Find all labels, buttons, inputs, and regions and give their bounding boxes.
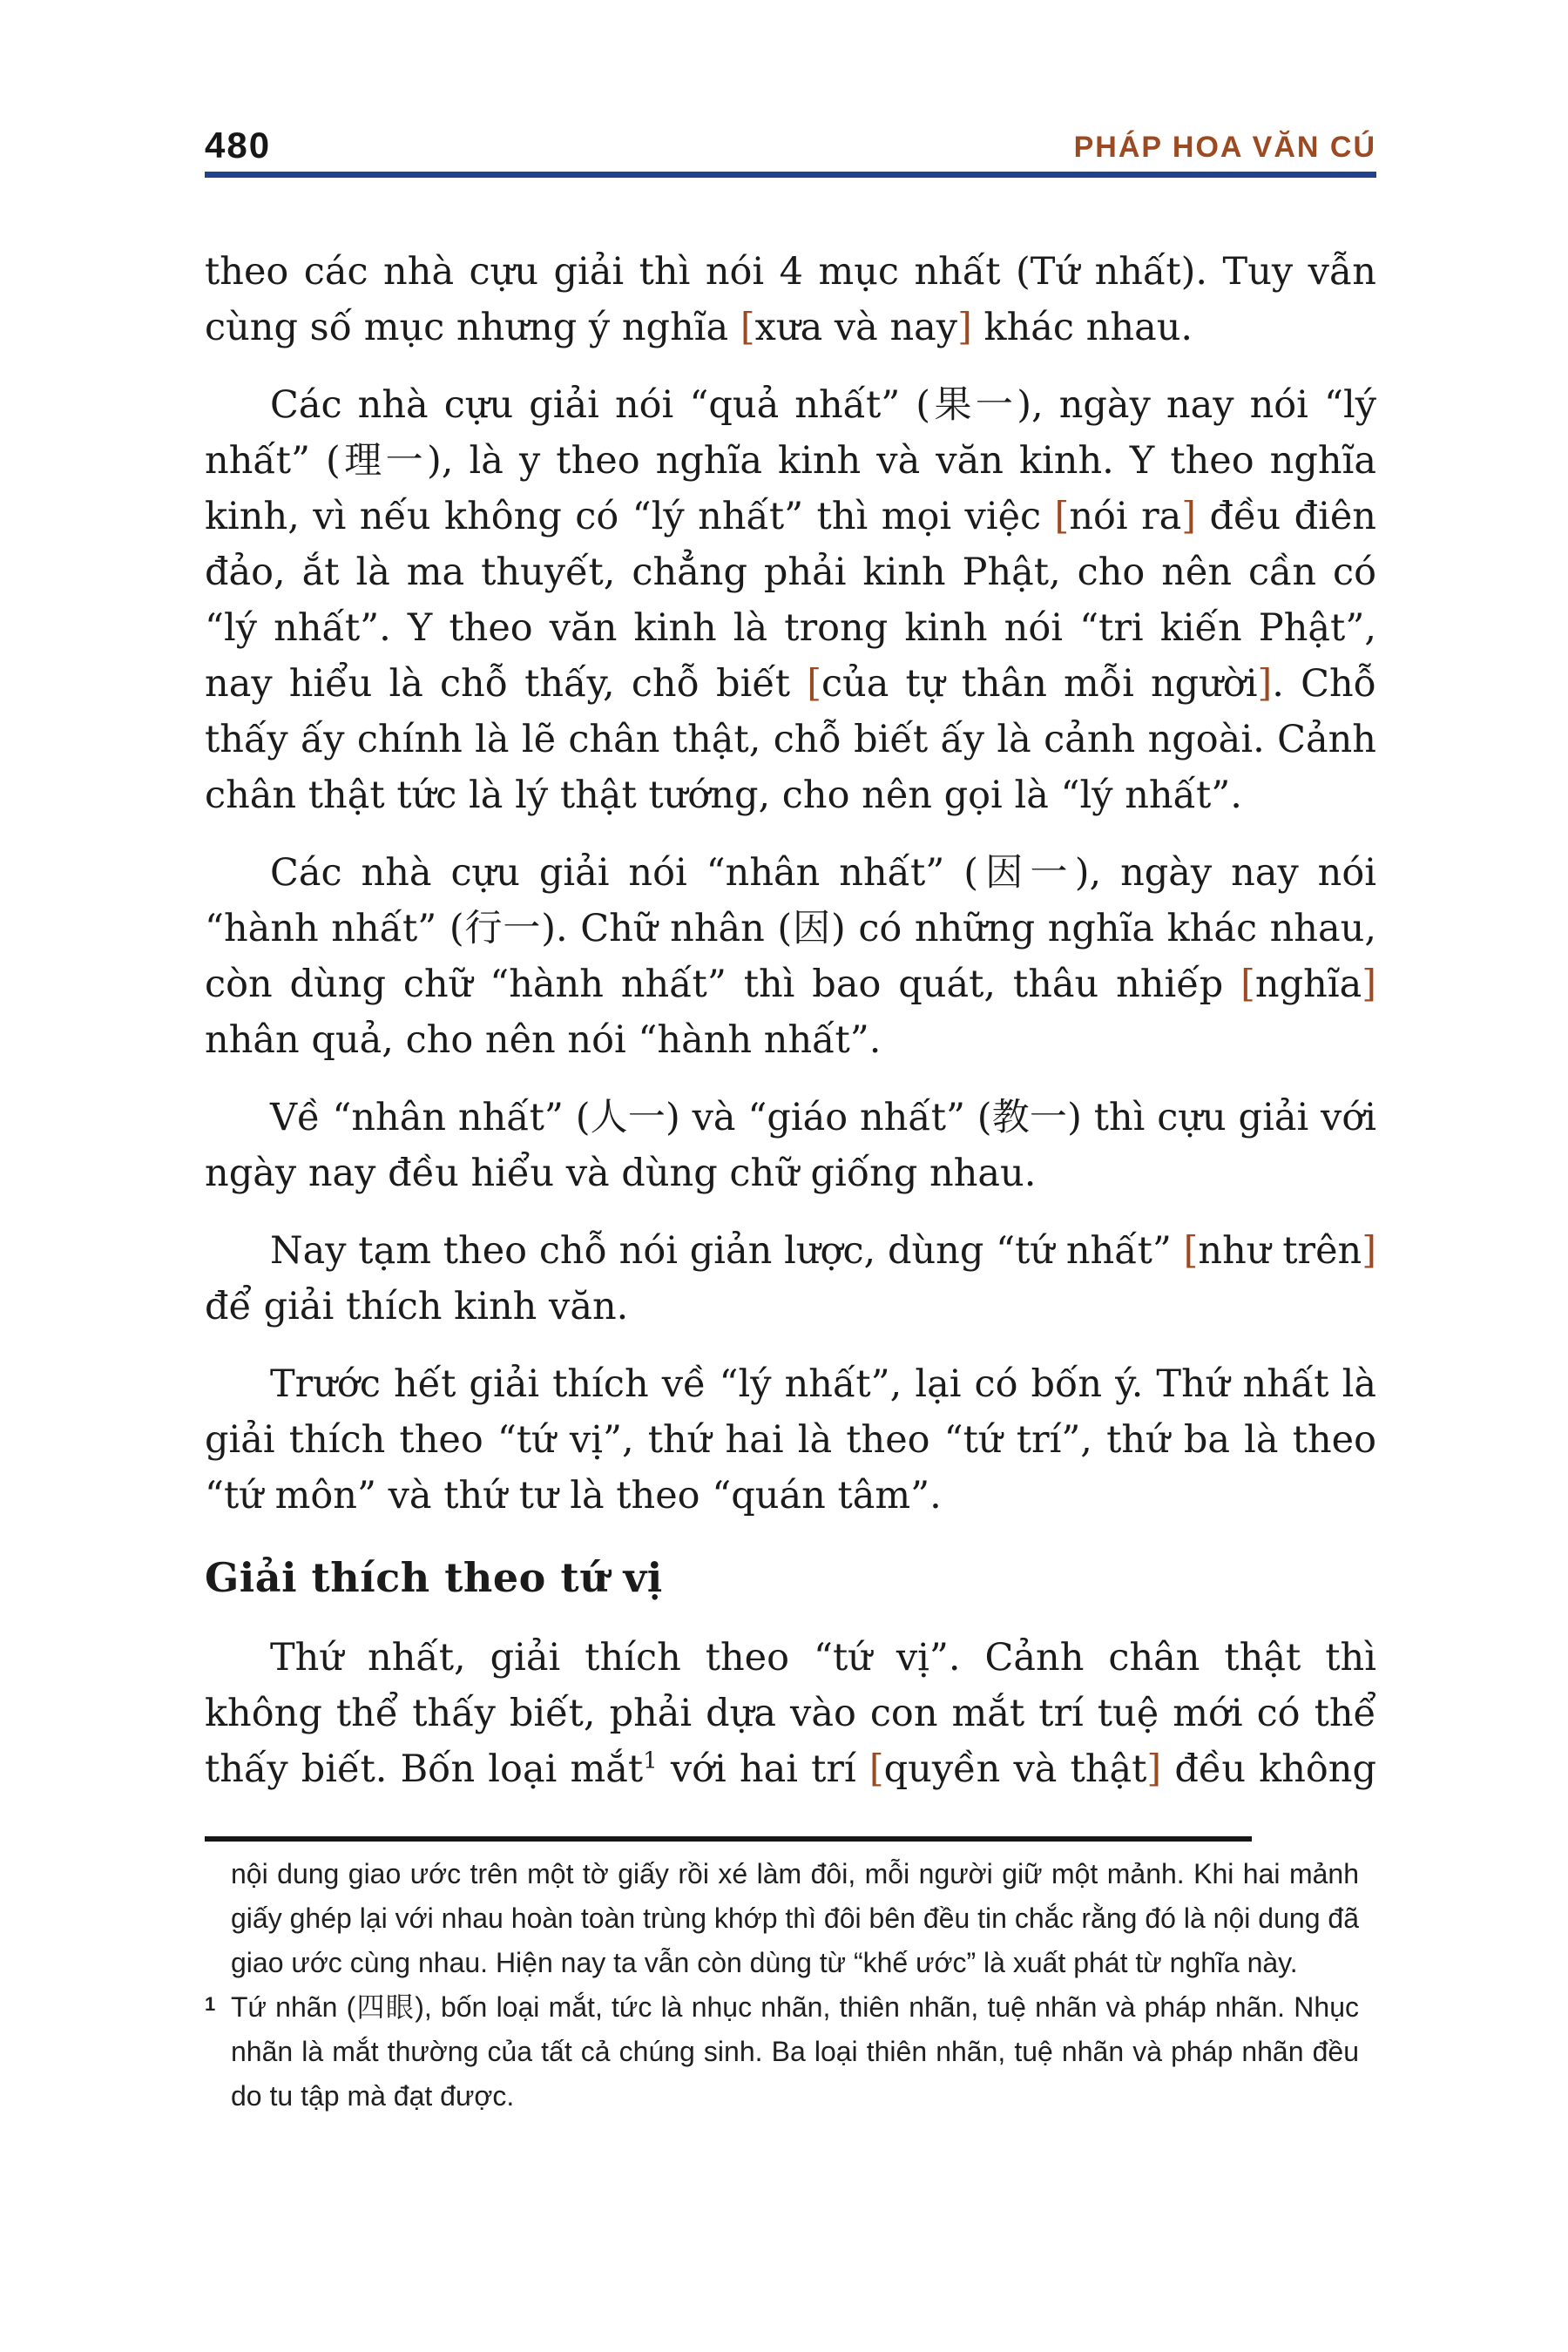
editorial-bracket: [ — [1054, 495, 1070, 538]
editorial-bracket: ] — [1257, 662, 1273, 706]
text-segment: khác nhau. — [971, 306, 1193, 349]
editorial-bracket: [ — [807, 662, 821, 706]
text-segment: như trên — [1198, 1229, 1362, 1273]
paragraph — [205, 377, 1376, 823]
editorial-bracket: [ — [1240, 963, 1255, 1006]
text-segment: Các nhà cựu giải nói “quả nhất” (果一), ngày nay nói “lý nhất” (理一), là y theo nghĩa kinh và văn kinh. Y theo nghĩa kinh, vì nếu không có “lý nhất” thì mọi việc — [205, 383, 1376, 538]
footnote-text: Tứ nhãn (四眼), bốn loại mắt, tức là nhục nhãn, thiên nhãn, tuệ nhãn và pháp nhãn. Nhục nhãn là mắt thường của tất cả chúng sinh. Ba loại thiên nhãn, tuệ nhãn và pháp nhãn đều do tu tập mà đạt được. — [231, 1991, 1359, 2112]
editorial-bracket: [ — [740, 306, 755, 349]
editorial-bracket: [ — [1183, 1229, 1199, 1273]
text-segment: . Chỗ thấy ấy chính là lẽ chân thật, chỗ biết ấy là cảnh ngoài. Cảnh chân thật tức là lý thật tướng, cho nên gọi là “lý nhất”. — [205, 662, 1376, 817]
footnote-continuation: nội dung giao ước trên một tờ giấy rồi xé làm đôi, mỗi người giữ một mảnh. Khi hai mảnh giấy ghép lại với nhau hoàn toàn trùng khớp thì đôi bên đều tin chắc rằng đó là nội dung đã giao ước cùng nhau. Hiện nay ta vẫn còn dùng từ “khế ước” là xuất phát từ nghĩa này. — [231, 1858, 1359, 1978]
text-segment: để giải thích kinh văn. — [205, 1285, 629, 1328]
footnote-marker: 1 — [205, 1993, 216, 2015]
body-text — [205, 244, 1376, 1819]
text-segment: nói ra — [1069, 495, 1182, 538]
footnote-item — [205, 1985, 1359, 2119]
text-segment: của tự thân mỗi người — [821, 662, 1258, 706]
footnotes — [205, 1852, 1359, 2119]
text-segment: Về “nhân nhất” (人一) và “giáo nhất” (教一) thì cựu giải với ngày nay đều hiểu và dùng chữ giống nhau. — [205, 1096, 1376, 1195]
paragraph — [205, 845, 1376, 1068]
text-segment: Trước hết giải thích về “lý nhất”, lại có bốn ý. Thứ nhất là giải thích theo “tứ vị”, thứ hai là theo “tứ trí”, thứ ba là theo “tứ môn” và thứ tư là theo “quán tâm”. — [205, 1362, 1376, 1517]
text-segment: quyền và thật — [883, 1747, 1147, 1791]
paragraph — [205, 1090, 1376, 1201]
text-segment: nghĩa — [1254, 963, 1362, 1006]
editorial-bracket: ] — [1181, 495, 1197, 538]
footnote-divider — [205, 1836, 1252, 1842]
paragraph — [205, 244, 1376, 355]
paragraph — [205, 1223, 1376, 1335]
text-segment: nhân quả, cho nên nói “hành nhất”. — [205, 1018, 882, 1062]
section-heading: Giải thích theo tứ vị — [205, 1554, 663, 1601]
paragraph — [205, 1630, 1376, 1797]
editorial-bracket: [ — [868, 1747, 884, 1791]
footnote-reference: 1 — [643, 1747, 658, 1774]
text-segment: theo các nhà cựu giải thì nói 4 mục nhất (Tứ nhất). Tuy vẫn cùng số mục nhưng ý nghĩa — [205, 250, 1376, 349]
editorial-bracket: ] — [1362, 1229, 1377, 1273]
text-segment: đều điên đảo, ắt là ma thuyết, chẳng phải kinh Phật, cho nên cần có “lý nhất”. Y theo văn kinh là trong kinh nói “tri kiến Phật”, nay hiểu là chỗ thấy, chỗ biết — [205, 495, 1376, 706]
text-segment: xưa và nay — [754, 306, 958, 349]
page-number: 480 — [205, 125, 272, 166]
editorial-bracket: ] — [1362, 963, 1376, 1006]
header-rule — [205, 172, 1376, 178]
running-header-title: PHÁP HOA VĂN CÚ — [1073, 131, 1376, 164]
text-segment: Thứ nhất, giải thích theo “tứ vị”. Cảnh chân thật thì không thể thấy biết, phải dựa vào con mắt trí tuệ mới có thể thấy biết. Bốn loại mắt — [205, 1636, 1376, 1791]
text-segment: đều không — [1161, 1747, 1377, 1791]
editorial-bracket: ] — [957, 306, 972, 349]
text-segment: với hai trí — [657, 1747, 869, 1791]
text-segment: Nay tạm theo chỗ nói giản lược, dùng “tứ nhất” — [270, 1229, 1184, 1273]
paragraph — [205, 1356, 1376, 1524]
text-segment: Các nhà cựu giải nói “nhân nhất” (因一), ngày nay nói “hành nhất” (行一). Chữ nhân (因) có những nghĩa khác nhau, còn dùng chữ “hành nhất” thì bao quát, thâu nhiếp — [205, 851, 1376, 1006]
editorial-bracket: ] — [1146, 1747, 1162, 1791]
